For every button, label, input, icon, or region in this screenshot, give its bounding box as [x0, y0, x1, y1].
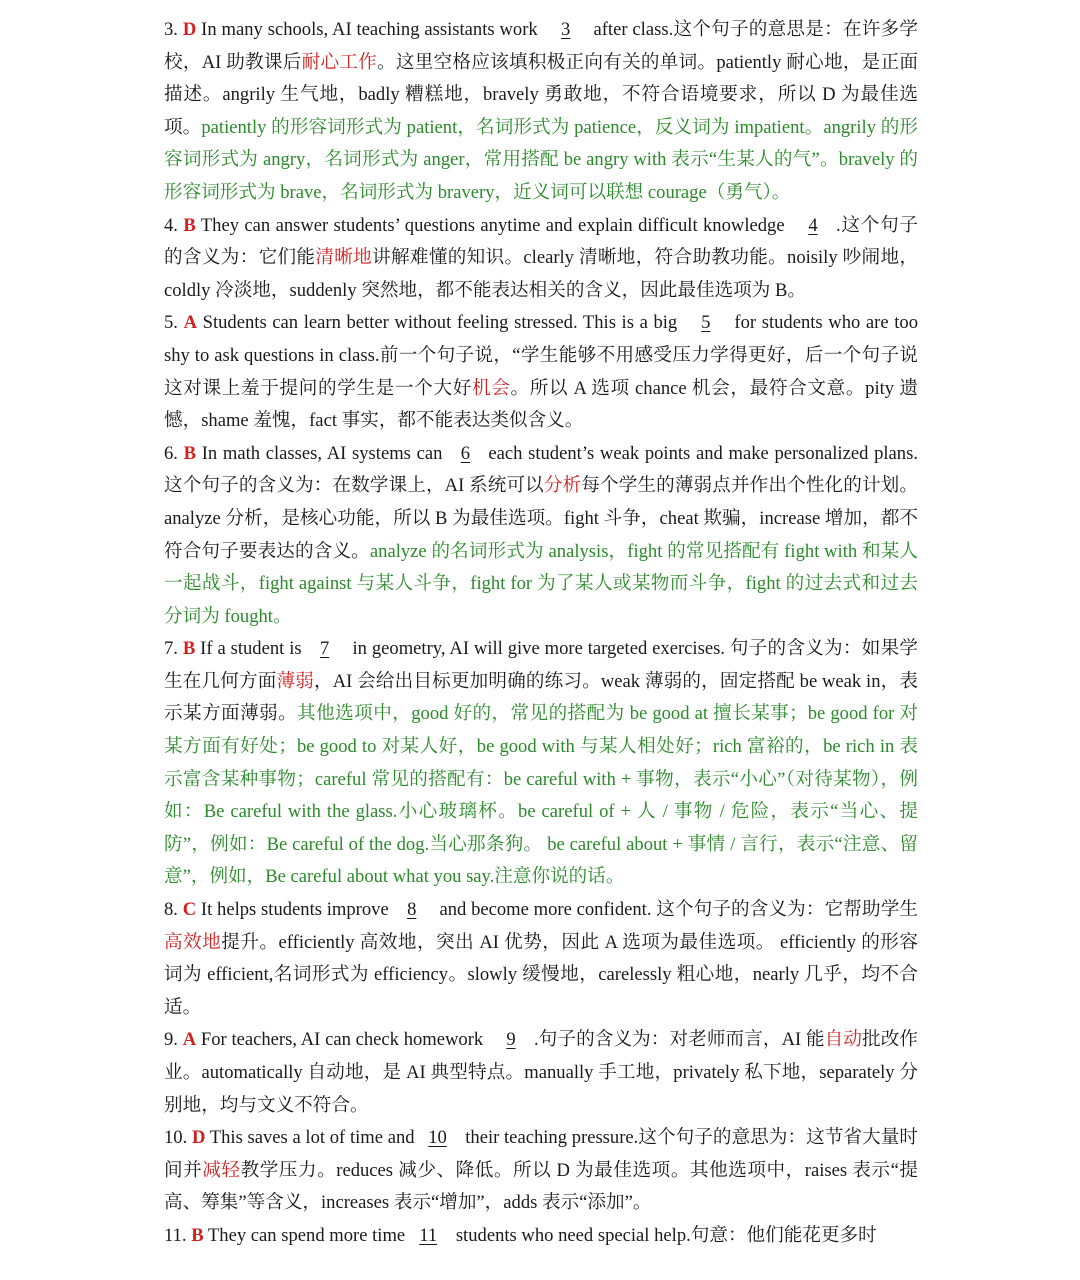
question-text: In many schools, AI teaching assistants work — [196, 19, 543, 40]
key-meaning: 减轻 — [202, 1159, 241, 1181]
key-meaning: 高效地 — [164, 931, 222, 953]
answer-explanations — [164, 14, 918, 1253]
extension-note: patiently 的形容词形式为 patient，名词形式为 patience，反义词为 impatient。angrily 的形容词形式为 angry，名词形式为 anger，常用搭配 be angry with 表示“生某人的气”。bravely 的形容词形式为 brave，名词形式为 bravery，近义词可以联想 courage（勇气）。 — [164, 116, 918, 203]
question-text-cont: in geometry, AI will give more targeted exercises. 句子的含义为：如果学生在几何方面 — [164, 638, 919, 692]
explanation-item — [164, 1220, 918, 1253]
answer-letter: D — [191, 1127, 206, 1149]
explanation-item — [164, 438, 918, 634]
answer-letter: C — [182, 899, 197, 921]
explanation-item — [164, 14, 918, 210]
question-text-cont: after class.这个句子的意思是：在许多学校，AI 助教课后 — [164, 19, 918, 73]
explanation-item — [164, 633, 918, 894]
item-number: 11. — [164, 1224, 187, 1246]
question-text-cont: .句子的含义为：对老师而言，AI 能 — [533, 1029, 825, 1051]
extension-note: 其他选项中，good 好的，常见的搭配为 be good at 擅长某事；be good for 对某方面有好处；be good to 对某人好，be good with 与某人相处好；rich 富裕的，be rich in 表示富含某种事物；careful 常见的搭配有：be careful with + 事物，表示“小心”（对待某物），例如：Be careful with the glass.小心玻璃杯。be careful of + 人 / 事物 / 危险，表示“当心、提防”，例如：Be careful of the dog.当心那条狗。 be careful about + 事情 / 言行，表示“注意、留意”，例如，Be careful about what you say.注意你说的话。 — [164, 703, 918, 888]
explanation-item — [164, 1024, 918, 1122]
question-text: For teachers, AI can check homework — [196, 1029, 488, 1051]
item-number: 5. — [164, 312, 178, 334]
explanation-text: 。这里空格应该填积极正向有关的单词。patiently 耐心地，是正面描述。angrily 生气地，badly 糟糕地，bravely 勇敢地，不符合语境要求，所以 D 为最佳选项。 — [164, 51, 918, 138]
explanation-text: 批改作业。automatically 自动地，是 AI 典型特点。manually 手工地，privately 私下地，separately 分别地，均与文义不符合。 — [164, 1029, 918, 1116]
question-text: They can spend more time — [203, 1224, 406, 1246]
explanation-text: 每个学生的薄弱点并作出个性化的计划。analyze 分析，是核心功能，所以 B 为最佳选项。fight 斗争，cheat 欺骗，increase 增加，都不符合句子要表达的含义。 — [164, 475, 918, 562]
question-text-cont: for students who are too shy to ask questions in class.前一个句子说，“学生能够不用感受压力学得更好，后一个句子说这对课上羞于提问的学生是一个大好 — [164, 312, 918, 399]
question-text: If a student is — [195, 638, 302, 660]
explanation-item — [164, 1122, 918, 1220]
answer-letter: B — [183, 442, 197, 464]
question-text-cont: .这个句子的含义为：它们能 — [164, 214, 918, 269]
answer-letter: A — [182, 1029, 197, 1051]
key-meaning: 清晰地 — [315, 247, 373, 269]
key-meaning: 自动 — [824, 1029, 863, 1051]
explanation-item — [164, 307, 918, 437]
answer-letter: D — [182, 19, 197, 40]
item-number: 7. — [164, 638, 178, 660]
question-text: This saves a lot of time and — [205, 1127, 415, 1149]
extension-note: analyze 的名词形式为 analysis，fight 的常见搭配有 fight with 和某人一起战斗，fight against 与某人斗争，fight for 为了某人或某物而斗争，fight 的过去式和过去分词为 fought。 — [164, 540, 918, 627]
explanation-text: 提升。efficiently 高效地，突出 AI 优势，因此 A 选项为最佳选项。 efficiently 的形容词为 efficient,名词形式为 efficiency。slowly 缓慢地，carelessly 粗心地，nearly 几乎，均不合适。 — [164, 931, 918, 1018]
question-text: They can answer students’ questions anytime and explain difficult knowledge — [195, 214, 790, 236]
question-text-cont: students who need special help.句意：他们能花更多时 — [451, 1224, 877, 1246]
blank-number: 11 — [419, 1224, 438, 1246]
item-number: 6. — [164, 442, 178, 464]
answer-letter: A — [183, 312, 198, 334]
key-meaning: 机会 — [471, 377, 511, 399]
answer-letter: B — [182, 638, 196, 660]
explanation-text: 教学压力。reduces 减少、降低。所以 D 为最佳选项。其他选项中，raises 表示“提高、筹集”等含义，increases 表示“增加”，adds 表示“添加”。 — [164, 1159, 918, 1214]
blank-number: 10 — [428, 1127, 447, 1149]
item-number: 3. — [164, 19, 178, 40]
explanation-item — [164, 210, 918, 308]
blank-number: 6 — [460, 442, 471, 464]
item-number: 8. — [164, 899, 178, 921]
blank-number: 8 — [407, 899, 417, 921]
blank-number: 5 — [701, 312, 711, 334]
answer-letter: B — [183, 214, 196, 236]
answer-letter: B — [191, 1224, 204, 1246]
question-text-cont: and become more confident. 这个句子的含义为：它帮助学生 — [434, 899, 918, 921]
blank-number: 7 — [319, 638, 330, 660]
question-text: Students can learn better without feeling stressed. This is a big — [197, 312, 683, 334]
question-text: It helps students improve — [196, 899, 389, 921]
explanation-item — [164, 894, 918, 1024]
explanation-text: 。所以 A 选项 chance 机会，最符合文意。pity 遗憾，shame 羞愧，fact 事实，都不能表达类似含义。 — [164, 377, 918, 432]
question-text-cont: their teaching pressure.这个句子的意思为：这节省大量时间并 — [164, 1127, 918, 1181]
explanation-text: 讲解难懂的知识。clearly 清晰地，符合助教功能。noisily 吵闹地，coldly 冷淡地，suddenly 突然地，都不能表达相关的含义，因此最佳选项为 B。 — [164, 247, 918, 301]
question-text-cont: each student’s weak points and make personalized plans.这个句子的含义为：在数学课上，AI 系统可以 — [164, 442, 918, 497]
key-meaning: 薄弱 — [276, 670, 314, 692]
key-meaning: 耐心工作 — [301, 51, 378, 73]
item-number: 10. — [164, 1127, 188, 1149]
key-meaning: 分析 — [543, 475, 582, 497]
explanation-text: ，AI 会给出目标更加明确的练习。weak 薄弱的，固定搭配 be weak in，表示某方面薄弱。 — [164, 670, 918, 725]
item-number: 9. — [164, 1029, 178, 1051]
item-number: 4. — [164, 214, 178, 236]
blank-number: 4 — [808, 214, 818, 236]
question-text: In math classes, AI systems can — [196, 442, 443, 464]
blank-number: 3 — [560, 19, 571, 40]
blank-number: 9 — [506, 1029, 516, 1051]
